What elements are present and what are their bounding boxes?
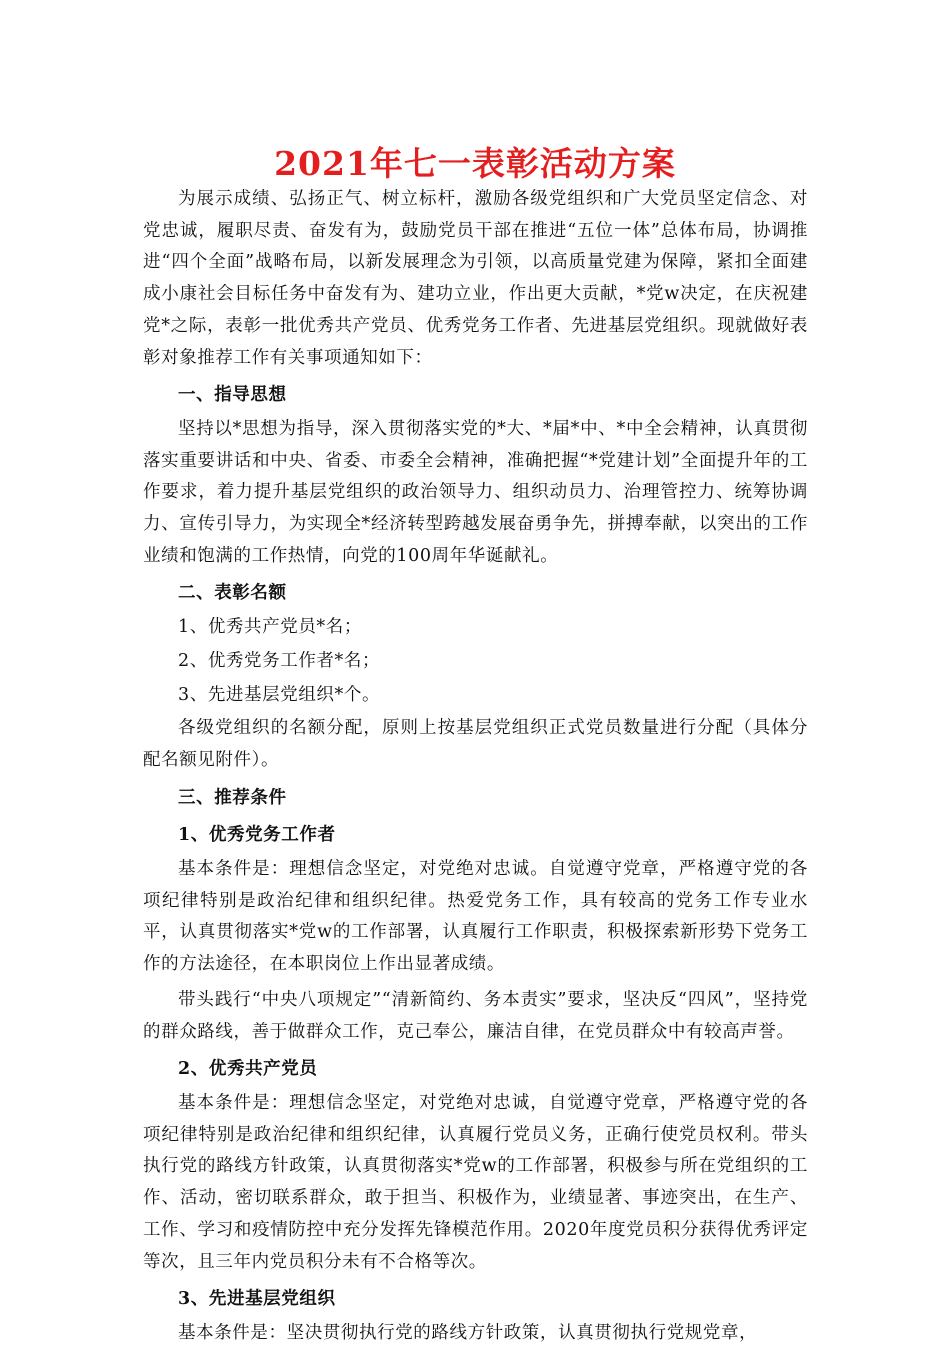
party-worker-criteria-paragraph: 基本条件是：理想信念坚定，对党绝对忠诚。自觉遵守党章，严格遵守党的各项纪律特别是政治纪律和组织纪律。热爱党务工作，具有较高的党务工作专业水平，认真贯彻落实*党w的工作部署，认真履行工作职责，积极探索新形势下党务工作的方法途径，在本职岗位上作出显著成绩。 bbox=[143, 859, 808, 975]
subheading-party-member: 2、优秀共产党员 bbox=[178, 1059, 318, 1080]
party-member-criteria-paragraph: 基本条件是：理想信念坚定，对党绝对忠诚，自觉遵守党章，严格遵守党的各项纪律特别是政治纪律和组织纪律，认真履行党员义务，正确行使党员权利。带头执行党的路线方针政策，认真贯彻落实*党w的工作部署，积极参与所在党组织的工作、活动，密切联系群众，敢于担当、积极作为，业绩显著、事迹突出，在生产、工作、学习和疫情防控中充分发挥先锋模范作用。2020年度党员积分获得优秀评定等次，且三年内党员积分未有不合格等次。 bbox=[143, 1092, 808, 1272]
subheading-party-worker: 1、优秀党务工作者 bbox=[178, 825, 336, 846]
section-heading-quota: 二、表彰名额 bbox=[178, 583, 287, 604]
quota-item-party-member: 1、优秀共产党员*名； bbox=[178, 617, 362, 638]
section-heading-criteria: 三、推荐条件 bbox=[178, 787, 287, 808]
quota-allocation-paragraph: 各级党组织的名额分配，原则上按基层党组织正式党员数量进行分配（具体分配名额见附件）。 bbox=[143, 718, 808, 770]
guiding-thought-paragraph: 坚持以*思想为指导，深入贯彻落实党的*大、*届*中、*中全会精神，认真贯彻落实重要讲话和中央、省委、市委全会精神，准确把握“*党建计划”全面提升年的工作要求，着力提升基层党组织的政治领导力、组织动员力、治理管控力、统筹协调力、宣传引导力，为实现全*经济转型跨越发展奋勇争先，拼搏奉献，以突出的工作业绩和饱满的工作热情，向党的100周年华诞献礼。 bbox=[143, 418, 808, 566]
quota-item-party-worker: 2、优秀党务工作者*名； bbox=[178, 650, 381, 671]
party-worker-conduct-paragraph: 带头践行“中央八项规定”“清新简约、务本责实”要求，坚决反“四风”，坚持党的群众路线，善于做群众工作，克己奉公，廉洁自律，在党员群众中有较高声誉。 bbox=[143, 989, 808, 1042]
section-heading-guiding-thought: 一、指导思想 bbox=[178, 385, 287, 406]
document-title: 2021年七一表彰活动方案 bbox=[274, 144, 676, 183]
subheading-party-organization: 3、先进基层党组织 bbox=[178, 1289, 336, 1310]
quota-item-party-organization: 3、先进基层党组织*个。 bbox=[178, 684, 381, 705]
intro-paragraph: 为展示成绩、弘扬正气、树立标杆，激励各级党组织和广大党员坚定信念、对党忠诚，履职尽责、奋发有为，鼓励党员干部在推进“五位一体”总体布局，协调推进“四个全面”战略布局，以新发展理念为引领，以高质量党建为保障，紧扣全面建成小康社会目标任务中奋发有为、建功立业，作出更大贡献，*党w决定，在庆祝建党*之际，表彰一批优秀共产党员、优秀党务工作者、先进基层党组织。现就做好表彰对象推荐工作有关事项通知如下： bbox=[143, 189, 808, 368]
document-body bbox=[143, 184, 808, 1350]
party-organization-criteria-paragraph: 基本条件是：坚决贯彻执行党的路线方针政策，认真贯彻执行党规党章， bbox=[178, 1322, 758, 1343]
